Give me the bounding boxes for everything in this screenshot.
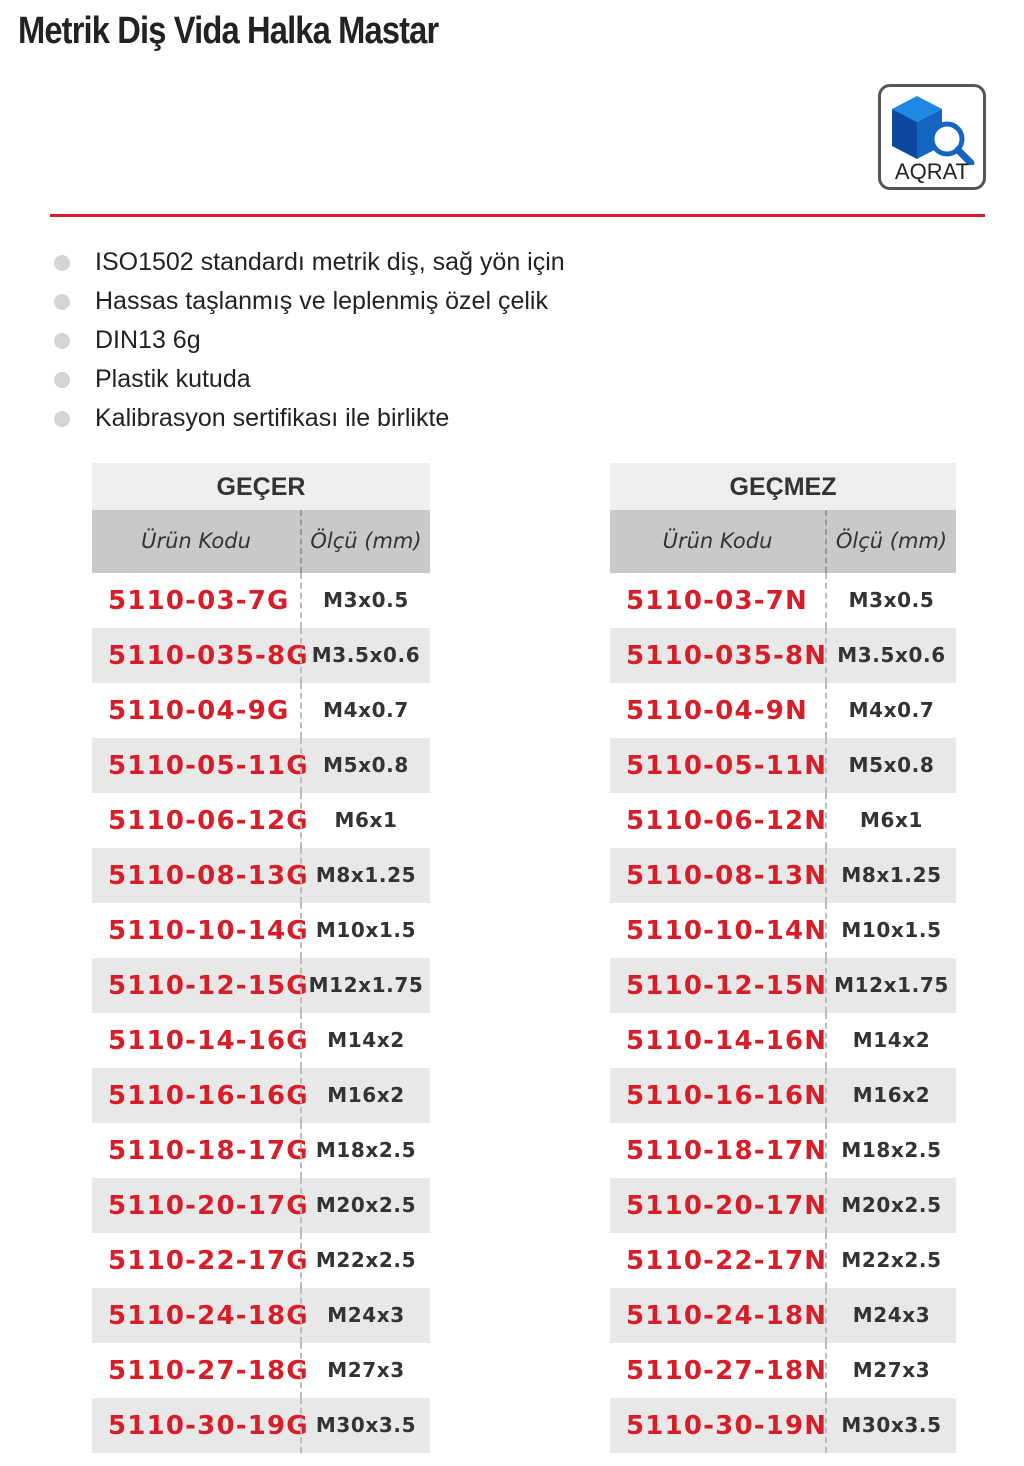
product-code: 5110-10-14N — [626, 916, 828, 946]
column-header-size: Ölçü (mm) — [300, 510, 430, 573]
aqrat-logo — [878, 84, 986, 190]
product-code: 5110-14-16N — [626, 1026, 828, 1056]
table-column-header — [92, 510, 430, 573]
gecmez-table — [610, 463, 956, 1453]
thread-size: M4x0.7 — [300, 683, 430, 738]
thread-size: M27x3 — [300, 1343, 430, 1398]
bullet-icon — [54, 411, 70, 427]
table-row — [92, 1123, 430, 1178]
bullet-icon — [54, 294, 70, 310]
thread-size: M16x2 — [825, 1068, 956, 1123]
column-header-product-code: Ürün Kodu — [662, 529, 773, 553]
product-code: 5110-12-15N — [626, 971, 828, 1001]
thread-size: M16x2 — [300, 1068, 430, 1123]
page-title: Metrik Diş Vida Halka Mastar — [18, 10, 439, 52]
table-row — [92, 1233, 430, 1288]
product-code: 5110-18-17N — [626, 1136, 828, 1166]
table-row — [610, 1288, 956, 1343]
product-code: 5110-22-17G — [108, 1246, 309, 1276]
product-code: 5110-06-12G — [108, 806, 309, 836]
table-row — [92, 1178, 430, 1233]
column-header-product-code: Ürün Kodu — [141, 529, 251, 553]
table-row — [92, 1013, 430, 1068]
product-code: 5110-18-17G — [108, 1136, 309, 1166]
thread-size: M5x0.8 — [825, 738, 956, 793]
product-code: 5110-05-11G — [108, 751, 309, 781]
product-code: 5110-30-19N — [626, 1411, 828, 1441]
title-divider — [50, 214, 985, 217]
thread-size: M3.5x0.6 — [825, 628, 956, 683]
bullet-icon — [54, 333, 70, 349]
table-row — [92, 628, 430, 683]
logo-text: AQRAT — [894, 159, 970, 184]
product-code: 5110-24-18N — [626, 1301, 828, 1331]
product-code: 5110-04-9G — [108, 696, 290, 726]
table-row — [92, 1343, 430, 1398]
table-row — [610, 903, 956, 958]
table-row — [610, 1013, 956, 1068]
table-title: GEÇMEZ — [610, 463, 956, 510]
thread-size: M12x1.75 — [825, 958, 956, 1013]
table-row — [610, 738, 956, 793]
table-body — [92, 573, 430, 1453]
bullet-icon — [54, 255, 70, 271]
product-code: 5110-03-7G — [108, 586, 290, 616]
table-body — [610, 573, 956, 1453]
feature-text: Kalibrasyon sertifikası ile birlikte — [95, 404, 450, 432]
product-code: 5110-04-9N — [626, 696, 808, 726]
product-code: 5110-24-18G — [108, 1301, 309, 1331]
thread-size: M24x3 — [825, 1288, 956, 1343]
feature-item — [52, 284, 565, 323]
thread-size: M6x1 — [825, 793, 956, 848]
thread-size: M3.5x0.6 — [300, 628, 430, 683]
table-row — [610, 628, 956, 683]
thread-size: M18x2.5 — [300, 1123, 430, 1178]
column-header-size: Ölçü (mm) — [825, 510, 956, 573]
thread-size: M6x1 — [300, 793, 430, 848]
thread-size: M24x3 — [300, 1288, 430, 1343]
thread-size: M30x3.5 — [300, 1398, 430, 1453]
product-code: 5110-03-7N — [626, 586, 808, 616]
thread-size: M30x3.5 — [825, 1398, 956, 1453]
thread-size: M12x1.75 — [300, 958, 430, 1013]
product-code: 5110-035-8G — [108, 641, 309, 671]
product-code: 5110-08-13N — [626, 861, 828, 891]
product-code: 5110-27-18G — [108, 1356, 309, 1386]
table-column-header — [610, 510, 956, 573]
table-row — [92, 1068, 430, 1123]
table-row — [92, 903, 430, 958]
product-code: 5110-12-15G — [108, 971, 309, 1001]
product-code: 5110-30-19G — [108, 1411, 309, 1441]
bullet-icon — [54, 372, 70, 388]
table-row — [610, 1398, 956, 1453]
table-title: GEÇER — [92, 463, 430, 510]
feature-item — [52, 362, 565, 401]
product-code: 5110-10-14G — [108, 916, 309, 946]
product-code: 5110-20-17N — [626, 1191, 828, 1221]
feature-text: DIN13 6g — [95, 326, 201, 354]
product-code: 5110-14-16G — [108, 1026, 309, 1056]
table-row — [92, 683, 430, 738]
table-row — [92, 1288, 430, 1343]
thread-size: M14x2 — [825, 1013, 956, 1068]
table-row — [610, 1123, 956, 1178]
product-code: 5110-035-8N — [626, 641, 828, 671]
thread-size: M20x2.5 — [300, 1178, 430, 1233]
feature-text: Plastik kutuda — [95, 365, 251, 393]
feature-item — [52, 245, 565, 284]
feature-item — [52, 323, 565, 362]
thread-size: M4x0.7 — [825, 683, 956, 738]
thread-size: M3x0.5 — [825, 573, 956, 628]
table-row — [610, 683, 956, 738]
thread-size: M22x2.5 — [300, 1233, 430, 1288]
thread-size: M10x1.5 — [300, 903, 430, 958]
table-row — [610, 793, 956, 848]
table-row — [610, 573, 956, 628]
thread-size: M14x2 — [300, 1013, 430, 1068]
table-row — [610, 1233, 956, 1288]
feature-item — [52, 401, 565, 440]
thread-size: M8x1.25 — [825, 848, 956, 903]
table-row — [92, 848, 430, 903]
table-row — [92, 793, 430, 848]
table-row — [610, 1068, 956, 1123]
gecer-table — [92, 463, 430, 1453]
thread-size: M27x3 — [825, 1343, 956, 1398]
product-code: 5110-05-11N — [626, 751, 828, 781]
thread-size: M20x2.5 — [825, 1178, 956, 1233]
table-row — [92, 1398, 430, 1453]
product-code: 5110-06-12N — [626, 806, 828, 836]
table-row — [92, 738, 430, 793]
feature-text: Hassas taşlanmış ve leplenmiş özel çelik — [95, 287, 548, 315]
thread-size: M22x2.5 — [825, 1233, 956, 1288]
product-code: 5110-16-16N — [626, 1081, 828, 1111]
feature-text: ISO1502 standardı metrik diş, sağ yön için — [95, 248, 565, 276]
feature-list — [52, 245, 565, 440]
product-code: 5110-27-18N — [626, 1356, 828, 1386]
thread-size: M8x1.25 — [300, 848, 430, 903]
product-code: 5110-08-13G — [108, 861, 309, 891]
table-row — [610, 848, 956, 903]
product-code: 5110-20-17G — [108, 1191, 309, 1221]
thread-size: M3x0.5 — [300, 573, 430, 628]
table-row — [610, 1343, 956, 1398]
table-row — [610, 958, 956, 1013]
thread-size: M5x0.8 — [300, 738, 430, 793]
thread-size: M10x1.5 — [825, 903, 956, 958]
product-code: 5110-16-16G — [108, 1081, 309, 1111]
cube-magnifier-icon — [887, 91, 979, 165]
table-row — [92, 573, 430, 628]
table-row — [610, 1178, 956, 1233]
product-code: 5110-22-17N — [626, 1246, 828, 1276]
thread-size: M18x2.5 — [825, 1123, 956, 1178]
table-row — [92, 958, 430, 1013]
